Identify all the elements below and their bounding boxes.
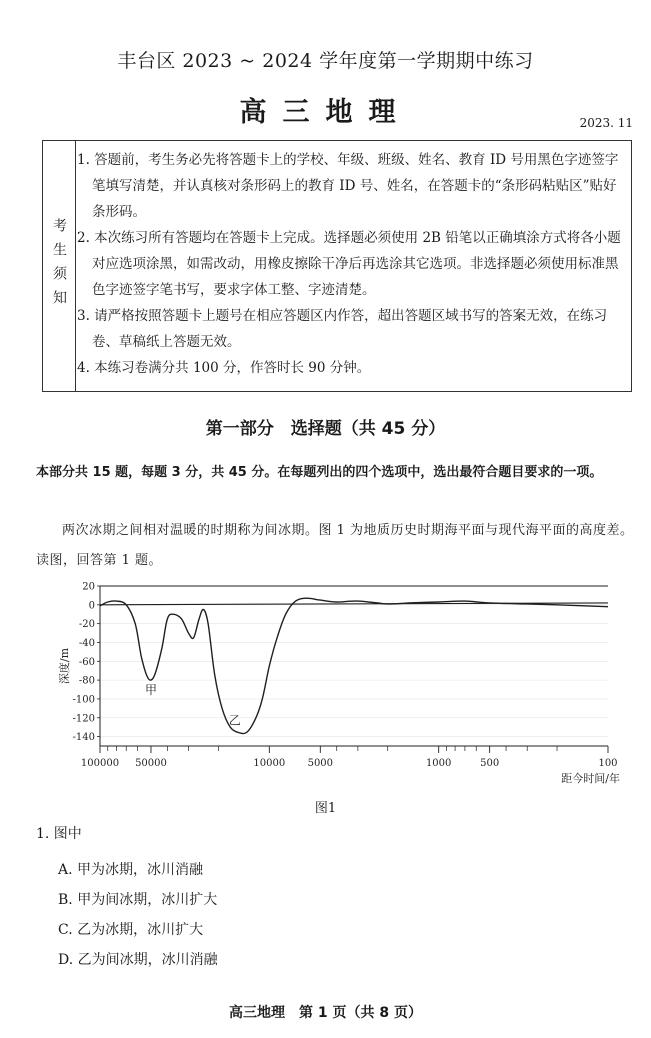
notice-box	[42, 140, 632, 392]
question-stem: 两次冰期之间相对温暖的时期称为间冰期。图 1 为地质历史时期海平面与现代海平面的高度差。读图，回答第 1 题。	[36, 523, 634, 568]
y-tick-label: -60	[78, 656, 95, 668]
part-title: 第一部分 选择题（共 45 分）	[205, 419, 446, 439]
x-tick-label: 5000	[307, 758, 334, 769]
y-tick-label: 20	[82, 581, 95, 593]
x-tick-label: 50000	[135, 758, 167, 769]
y-tick-label: -20	[78, 619, 95, 631]
y-tick-label: -80	[78, 675, 95, 687]
x-tick-label: 500	[480, 758, 500, 769]
sea-level-line	[100, 598, 608, 733]
y-tick-label: 0	[88, 600, 95, 612]
notice-label-text: 考生须知	[51, 218, 67, 314]
sea-level-chart	[56, 578, 631, 788]
x-axis-label: 距今时间/年	[561, 772, 620, 785]
notice-item: 2. 本次练习所有答题均在答题卡上完成。选择题必须使用 2B 铅笔以正确填涂方式将各小题对应选项涂黑，如需改动，用橡皮擦除干净后再选涂其它选项。非选择题必须使用标准黑色字迹签字笔书写，要求字体工整、字迹清楚。	[77, 230, 621, 298]
option-a: A. 甲为冰期，冰川消融	[58, 862, 204, 878]
option-list	[58, 855, 218, 975]
question-prompt: 1. 图中	[36, 826, 82, 842]
exam-title: 丰台区 2023 ~ 2024 学年度第一学期期中练习	[117, 50, 534, 72]
curve-annotation: 甲	[144, 683, 157, 698]
option-d: D. 乙为间冰期，冰川消融	[58, 952, 218, 968]
option-c: C. 乙为冰期，冰川扩大	[58, 922, 204, 938]
curve-annotation: 乙	[228, 713, 241, 728]
notice-item: 3. 请严格按照答题卡上题号在相应答题区内作答，超出答题区域书写的答案无效，在练习卷、草稿纸上答题无效。	[77, 308, 608, 350]
notice-item: 4. 本练习卷满分共 100 分，作答时长 90 分钟。	[77, 360, 371, 376]
x-tick-label: 1000	[425, 758, 452, 769]
notice-item: 1. 答题前，考生务必先将答题卡上的学校、年级、班级、姓名、教育 ID 号用黑色字迹签字笔填写清楚，并认真核对条形码上的教育 ID 号、姓名，在答题卡的“条形码粘贴区”贴好条形码。	[77, 152, 619, 220]
exam-date: 2023. 11	[579, 116, 633, 130]
notice-list	[77, 147, 627, 381]
notice-label	[43, 141, 76, 391]
part-instruction: 本部分共 15 题，每题 3 分，共 45 分。在每题列出的四个选项中，选出最符合题目要求的一项。	[36, 465, 603, 480]
y-tick-label: -120	[72, 713, 95, 725]
y-tick-label: -100	[72, 694, 95, 706]
page-footer: 高三地理 第 1 页（共 8 页）	[229, 1005, 422, 1021]
y-axis-label: 深度/m	[58, 647, 71, 685]
subject-title: 高三地理	[239, 97, 412, 128]
y-tick-label: -140	[72, 732, 95, 744]
y-tick-label: -40	[78, 637, 95, 649]
x-tick-label: 100000	[80, 758, 120, 769]
figure-caption: 图1	[314, 801, 337, 816]
x-tick-label: 10000	[253, 758, 286, 769]
option-b: B. 甲为间冰期，冰川扩大	[58, 892, 218, 908]
x-tick-label: 100	[598, 758, 618, 769]
